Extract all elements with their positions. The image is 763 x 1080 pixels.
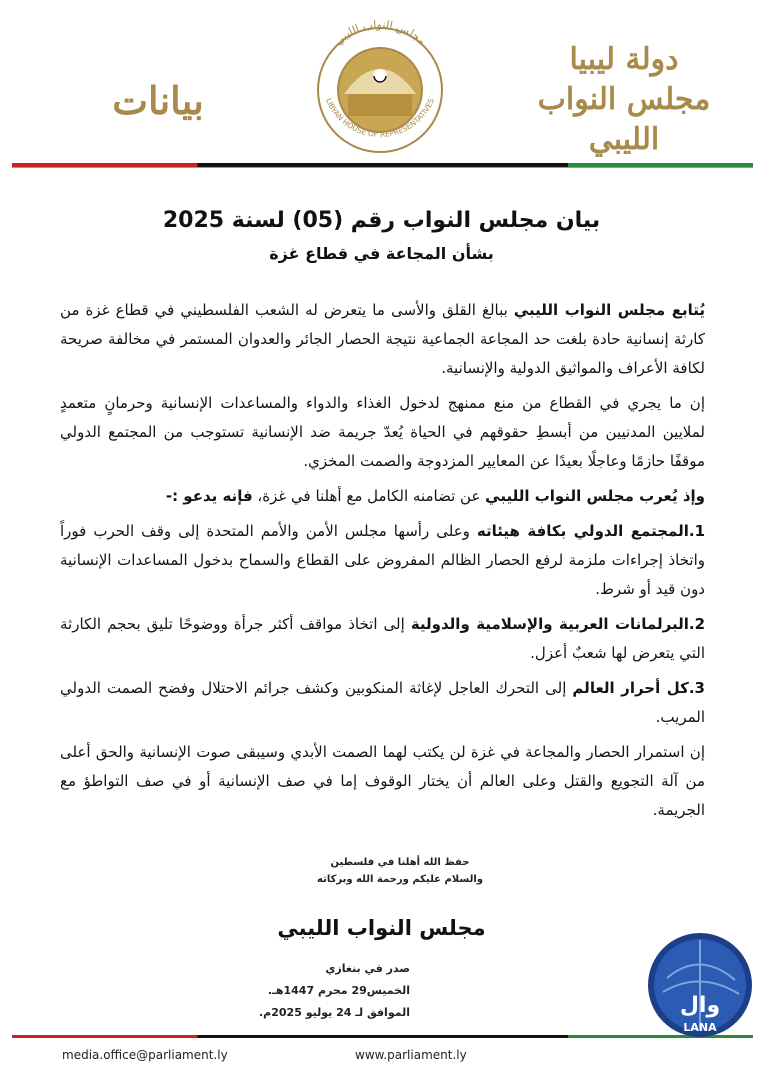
lana-latin: LANA [683, 1021, 717, 1034]
issue-hijri-date: الخميس29 محرم 1447هـ. [267, 984, 410, 997]
paragraph-4: إن استمرار الحصار والمجاعة في غزة لن يكتب لهما الصمت الأبدي وسيبقى صوت الإنسانية والحق أعلى من آلة التجويع والقتل وعلى العالم أن يختار الوقوف إما في صف الإنسانية أو في صف التواطؤ مع الجريمة. [60, 743, 705, 819]
demand-1 [60, 517, 705, 604]
gold-divider-top [12, 167, 753, 168]
statement-subtitle: بشأن المجاعة في قطاع غزة [269, 244, 494, 263]
parliament-calligraphy: مجلس النواب الليبي [537, 82, 711, 157]
paragraph-2: إن ما يجري في القطاع من منع ممنهج لدخول الغذاء والدواء والمساعدات الإنسانية وحرمانٍ متعمدٍ لملايين المدنيين من أبسطِ حقوقهم في الحياة يُعدّ جريمة ضد الإنسانية تستوجب من المجتمع الدولي موقفًا حازمًا وعاجلًا بعيدًا عن المعايير المزدوجة والصمت المخزي. [60, 394, 705, 470]
footer-website: www.parliament.ly [355, 1048, 467, 1062]
letterhead [0, 0, 763, 165]
paragraph-1 [60, 296, 705, 383]
statement-title: بيان مجلس النواب رقم (05) لسنة 2025 [162, 208, 601, 233]
paragraph-3-lead: وإذ يُعرب مجلس النواب الليبي [485, 487, 705, 505]
demand-2 [60, 610, 705, 668]
demand-1-lead: 1.المجتمع الدولي بكافة هيئاته [476, 522, 705, 540]
state-name: دولة ليبيا [569, 42, 679, 77]
paragraph-3-text: عن تضامنه الكامل مع أهلنا في غزة، [252, 487, 486, 505]
demand-3-lead: 3.كل أحرار العالم [572, 679, 705, 697]
signature: مجلس النواب الليبي [277, 916, 486, 940]
flag-divider-bottom [12, 1035, 753, 1038]
footer-email: media.office@parliament.ly [62, 1048, 228, 1062]
seal-arabic-text: مجلس النواب الليبي [331, 17, 429, 48]
parliament-seal-icon [300, 14, 460, 154]
closing-greeting [300, 854, 500, 888]
issue-gregorian-date: الموافق لـ 24 يوليو 2025م. [259, 1006, 410, 1019]
demand-2-lead: 2.البرلمانات العربية والإسلامية والدولية [410, 615, 705, 633]
statement-body [60, 296, 705, 831]
seal-english-text: LIBYAN HOUSE OF REPRESENTATIVES [323, 96, 437, 139]
lana-watermark-icon [645, 930, 755, 1040]
issue-details [250, 958, 410, 1024]
paragraph-3 [60, 482, 705, 511]
lana-arabic: وال [679, 993, 721, 1018]
closing-line-2: والسلام عليكم ورحمة الله وبركاته [317, 874, 483, 885]
demand-3 [60, 674, 705, 732]
closing-line-1: حفظ الله أهلنا في فلسطين [330, 857, 470, 868]
issue-place: صدر في بنغازي [325, 962, 410, 975]
demand-3-text: إلى التحرك العاجل لإغاثة المنكوبين وكشف جرائم الاحتلال وفضح الصمت الدولي المريب. [60, 679, 705, 726]
section-title: بيانات [112, 78, 204, 123]
demand-1-text: وعلى رأسها مجلس الأمن والأمم المتحدة إلى وقف الحرب فوراً واتخاذ إجراءات ملزمة لرفع الحصار الظالم المفروض على القطاع والسماح بدخول المساعدات الإنسانية دون قيد أو شرط. [60, 522, 705, 598]
paragraph-1-lead: يُتابع مجلس النواب الليبي [513, 301, 705, 319]
demand-2-text: إلى اتخاذ مواقف أكثر جرأة ووضوحًا تليق بحجم الكارثة التي يتعرض لها شعبٌ أعزل. [60, 615, 705, 662]
state-brand [519, 40, 729, 160]
svg-text:مجلس النواب الليبي [332, 18, 429, 48]
paragraph-1-text: ببالغ القلق والأسى ما يتعرض له الشعب الفلسطيني في قطاع غزة من كارثة إنسانية حادة بلغت حد المجاعة الجماعية نتيجة الحصار الجائر والعدوان المستمر في مخالفة صريحة لكافة الأعراف والمواثيق الدولية والإنسانية. [60, 301, 705, 377]
paragraph-3-call: فإنه يدعو :- [165, 487, 253, 505]
